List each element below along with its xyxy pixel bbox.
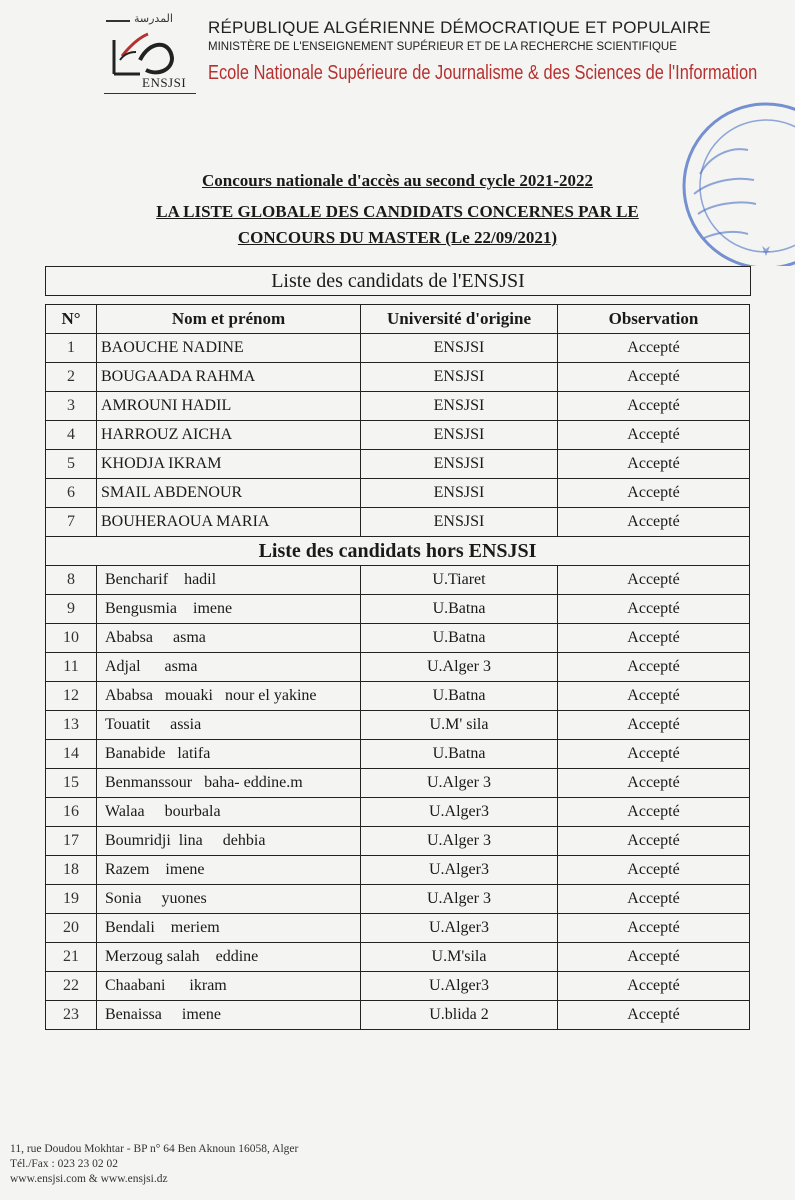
footer-web: www.ensjsi.com & www.ensjsi.dz bbox=[10, 1173, 168, 1185]
table-row bbox=[46, 682, 750, 711]
row-number: 19 bbox=[46, 885, 97, 914]
table-row bbox=[46, 740, 750, 769]
row-university: ENSJSI bbox=[361, 508, 558, 537]
table-row bbox=[46, 508, 750, 537]
row-university: U.Alger 3 bbox=[361, 827, 558, 856]
row-name: Benaissa imene bbox=[97, 1001, 361, 1030]
row-university: U.Alger3 bbox=[361, 856, 558, 885]
row-number: 3 bbox=[46, 392, 97, 421]
row-number: 12 bbox=[46, 682, 97, 711]
col-number: N° bbox=[46, 305, 97, 334]
row-number: 18 bbox=[46, 856, 97, 885]
hors-rows bbox=[46, 566, 750, 1030]
row-name: Bencharif hadil bbox=[97, 566, 361, 595]
row-number: 21 bbox=[46, 943, 97, 972]
row-university: U.Alger 3 bbox=[361, 885, 558, 914]
row-name: Sonia yuones bbox=[97, 885, 361, 914]
row-university: U.Batna bbox=[361, 595, 558, 624]
row-university: ENSJSI bbox=[361, 392, 558, 421]
table-row bbox=[46, 566, 750, 595]
republic-title: RÉPUBLIQUE ALGÉRIENNE DÉMOCRATIQUE ET POPULAIRE bbox=[208, 18, 711, 37]
logo-arabic-text: المدرسة bbox=[134, 12, 173, 25]
row-university: U.blida 2 bbox=[361, 1001, 558, 1030]
footer bbox=[10, 1142, 298, 1187]
row-observation: Accepté bbox=[558, 798, 750, 827]
row-university: ENSJSI bbox=[361, 363, 558, 392]
logo-name: ENSJSI bbox=[142, 75, 187, 90]
table-row bbox=[46, 392, 750, 421]
row-name: SMAIL ABDENOUR bbox=[97, 479, 361, 508]
row-university: U.Tiaret bbox=[361, 566, 558, 595]
row-university: U.M' sila bbox=[361, 711, 558, 740]
row-number: 8 bbox=[46, 566, 97, 595]
table-row bbox=[46, 914, 750, 943]
row-university: ENSJSI bbox=[361, 479, 558, 508]
table-row bbox=[46, 856, 750, 885]
row-university: U.Batna bbox=[361, 682, 558, 711]
school-title: Ecole Nationale Supérieure de Journalisme & des Sciences de l'Information bbox=[208, 62, 758, 84]
row-observation: Accepté bbox=[558, 740, 750, 769]
row-name: Bengusmia imene bbox=[97, 595, 361, 624]
row-university: ENSJSI bbox=[361, 334, 558, 363]
list-title-line1: LA LISTE GLOBALE DES CANDIDATS CONCERNES PAR LE bbox=[156, 202, 639, 221]
row-number: 9 bbox=[46, 595, 97, 624]
table-row bbox=[46, 1001, 750, 1030]
table-row bbox=[46, 624, 750, 653]
row-number: 11 bbox=[46, 653, 97, 682]
row-observation: Accepté bbox=[558, 595, 750, 624]
row-number: 23 bbox=[46, 1001, 97, 1030]
table-row bbox=[46, 653, 750, 682]
row-name: Chaabani ikram bbox=[97, 972, 361, 1001]
table-row bbox=[46, 450, 750, 479]
row-name: AMROUNI HADIL bbox=[97, 392, 361, 421]
footer-phone: Tél./Fax : 023 23 02 02 bbox=[10, 1158, 118, 1170]
table-row bbox=[46, 798, 750, 827]
row-name: Merzoug salah eddine bbox=[97, 943, 361, 972]
row-observation: Accepté bbox=[558, 943, 750, 972]
row-number: 6 bbox=[46, 479, 97, 508]
row-university: U.Alger3 bbox=[361, 914, 558, 943]
table-row bbox=[46, 421, 750, 450]
row-name: Touatit assia bbox=[97, 711, 361, 740]
row-observation: Accepté bbox=[558, 479, 750, 508]
row-name: Ababsa asma bbox=[97, 624, 361, 653]
table-row bbox=[46, 943, 750, 972]
row-name: BAOUCHE NADINE bbox=[97, 334, 361, 363]
row-number: 13 bbox=[46, 711, 97, 740]
table-row bbox=[46, 595, 750, 624]
row-name: Benmanssour baha- eddine.m bbox=[97, 769, 361, 798]
row-university: U.Alger3 bbox=[361, 798, 558, 827]
ensjsi-list-banner: Liste des candidats de l'ENSJSI bbox=[45, 266, 751, 296]
row-observation: Accepté bbox=[558, 885, 750, 914]
table-row bbox=[46, 972, 750, 1001]
row-observation: Accepté bbox=[558, 856, 750, 885]
row-number: 5 bbox=[46, 450, 97, 479]
row-number: 10 bbox=[46, 624, 97, 653]
row-observation: Accepté bbox=[558, 1001, 750, 1030]
row-number: 15 bbox=[46, 769, 97, 798]
table-row bbox=[46, 363, 750, 392]
row-observation: Accepté bbox=[558, 450, 750, 479]
row-name: HARROUZ AICHA bbox=[97, 421, 361, 450]
ensjsi-rows bbox=[46, 334, 750, 537]
col-name: Nom et prénom bbox=[97, 305, 361, 334]
row-name: Boumridji lina dehbia bbox=[97, 827, 361, 856]
row-number: 16 bbox=[46, 798, 97, 827]
row-observation: Accepté bbox=[558, 566, 750, 595]
row-observation: Accepté bbox=[558, 363, 750, 392]
col-university: Université d'origine bbox=[361, 305, 558, 334]
row-name: BOUHERAOUA MARIA bbox=[97, 508, 361, 537]
row-observation: Accepté bbox=[558, 769, 750, 798]
contest-title: Concours nationale d'accès au second cycle 2021-2022 bbox=[202, 171, 593, 190]
row-observation: Accepté bbox=[558, 653, 750, 682]
school-logo bbox=[104, 12, 196, 96]
table-header-row bbox=[46, 305, 750, 334]
row-number: 2 bbox=[46, 363, 97, 392]
row-number: 14 bbox=[46, 740, 97, 769]
logo-underline bbox=[104, 93, 196, 94]
footer-address: 11, rue Doudou Mokhtar - BP n° 64 Ben Aknoun 16058, Alger bbox=[10, 1143, 299, 1155]
table-row bbox=[46, 711, 750, 740]
row-observation: Accepté bbox=[558, 682, 750, 711]
row-university: U.Alger 3 bbox=[361, 653, 558, 682]
ministry-title: MINISTÈRE DE L'ENSEIGNEMENT SUPÉRIEUR ET DE LA RECHERCHE SCIENTIFIQUE bbox=[208, 41, 677, 53]
row-name: Banabide latifa bbox=[97, 740, 361, 769]
row-observation: Accepté bbox=[558, 392, 750, 421]
row-observation: Accepté bbox=[558, 972, 750, 1001]
row-name: KHODJA IKRAM bbox=[97, 450, 361, 479]
row-name: BOUGAADA RAHMA bbox=[97, 363, 361, 392]
row-observation: Accepté bbox=[558, 508, 750, 537]
row-name: Bendali meriem bbox=[97, 914, 361, 943]
row-university: U.Alger 3 bbox=[361, 769, 558, 798]
row-university: U.M'sila bbox=[361, 943, 558, 972]
row-number: 4 bbox=[46, 421, 97, 450]
row-name: Walaa bourbala bbox=[97, 798, 361, 827]
table-row bbox=[46, 827, 750, 856]
row-number: 7 bbox=[46, 508, 97, 537]
row-name: Adjal asma bbox=[97, 653, 361, 682]
row-university: U.Batna bbox=[361, 740, 558, 769]
col-observation: Observation bbox=[558, 305, 750, 334]
list-title-line2: CONCOURS DU MASTER (Le 22/09/2021) bbox=[237, 228, 558, 247]
row-observation: Accepté bbox=[558, 914, 750, 943]
row-number: 17 bbox=[46, 827, 97, 856]
section-hors-ensjsi bbox=[46, 537, 750, 566]
row-number: 22 bbox=[46, 972, 97, 1001]
book-pen-icon bbox=[110, 30, 180, 80]
row-observation: Accepté bbox=[558, 827, 750, 856]
table-row bbox=[46, 885, 750, 914]
row-observation: Accepté bbox=[558, 421, 750, 450]
row-name: Ababsa mouaki nour el yakine bbox=[97, 682, 361, 711]
logo-rule bbox=[106, 20, 130, 22]
row-university: U.Alger3 bbox=[361, 972, 558, 1001]
row-university: ENSJSI bbox=[361, 421, 558, 450]
row-observation: Accepté bbox=[558, 711, 750, 740]
row-observation: Accepté bbox=[558, 334, 750, 363]
candidates-table bbox=[45, 304, 750, 1030]
table-row bbox=[46, 769, 750, 798]
row-observation: Accepté bbox=[558, 624, 750, 653]
table-row bbox=[46, 334, 750, 363]
row-name: Razem imene bbox=[97, 856, 361, 885]
table-row bbox=[46, 479, 750, 508]
row-number: 20 bbox=[46, 914, 97, 943]
row-number: 1 bbox=[46, 334, 97, 363]
row-university: ENSJSI bbox=[361, 450, 558, 479]
section-title: Liste des candidats hors ENSJSI bbox=[46, 537, 750, 566]
row-university: U.Batna bbox=[361, 624, 558, 653]
